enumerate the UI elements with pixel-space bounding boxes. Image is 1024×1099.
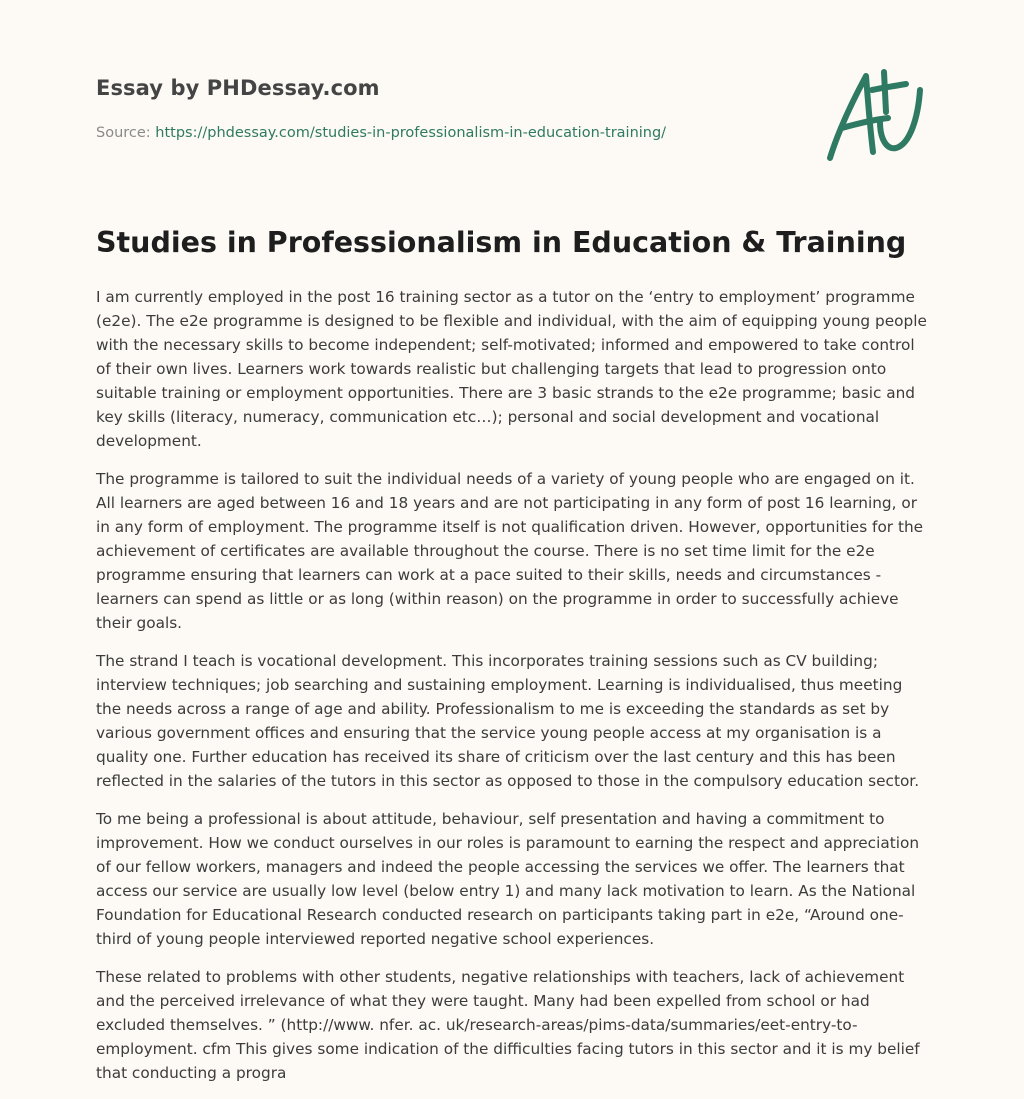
article-body [96,285,928,1099]
paragraph: To me being a professional is about attitude, behaviour, self presentation and having a commitment to improvement. How we conduct ourselves in our roles is paramount to earning the respect and appreciation of our fellow workers, managers and indeed the people accessing the services we offer. The learners that access our service are usually low level (below entry 1) and many lack motivation to learn. As the National Foundation for Educational Research conducted research on participants taking part in e2e, “Around one-third of young people interviewed reported negative school experiences. [96,810,920,948]
paragraph: These related to problems with other students, negative relationships with teachers, lack of achievement and the perceived irrelevance of what they were taught. Many had been expelled from school or had excluded themselves. ” (http://www. nfer. ac. uk/research-areas/pims-data/summaries/eet-entry-to-employment. cfm This gives some indication of the difficulties facing tutors in this sector and it is my belief that conducting a progra [96,968,920,1082]
essay-page [96,0,928,1082]
a-plus-logo-icon [822,66,926,166]
source-link[interactable]: https://phdessay.com/studies-in-professionalism-in-education-training/ [155,125,667,141]
source-label: Source: [96,125,151,141]
paragraph: The strand I teach is vocational development. This incorporates training sessions such as CV building; interview techniques; job searching and sustaining employment. Learning is individualised, thus meeting the needs across a range of age and ability. Professionalism to me is exceeding the standards as set by various government offices and ensuring that the service young people access at my organisation is a quality one. Further education has received its share of criticism over the last century and this has been reflected in the salaries of the tutors in this sector as opposed to those in the compulsory education sector. [96,652,920,790]
paragraph: I am currently employed in the post 16 training sector as a tutor on the ‘entry to employment’ programme (e2e). The e2e programme is designed to be flexible and individual, with the aim of equipping young people with the necessary skills to become independent; self-motivated; informed and empowered to take control of their own lives. Learners work towards realistic but challenging targets that lead to progression onto suitable training or employment opportunities. There are 3 basic strands to the e2e programme; basic and key skills (literacy, numeracy, communication etc…); personal and social development and vocational development. [96,288,927,450]
paragraph: The programme is tailored to suit the individual needs of a variety of young people who are engaged on it. All learners are aged between 16 and 18 years and are not participating in any form of post 16 learning, or in any form of employment. The programme itself is not qualification driven. However, opportunities for the achievement of certificates are available throughout the course. There is no set time limit for the e2e programme ensuring that learners can work at a pace suited to their skills, needs and circumstances - learners can spend as little or as long (within reason) on the programme in order to successfully achieve their goals. [96,470,924,632]
article-title: Studies in Professionalism in Education & Training [96,226,907,259]
site-brand: Essay by PHDessay.com [96,76,380,100]
source-line [96,125,666,141]
